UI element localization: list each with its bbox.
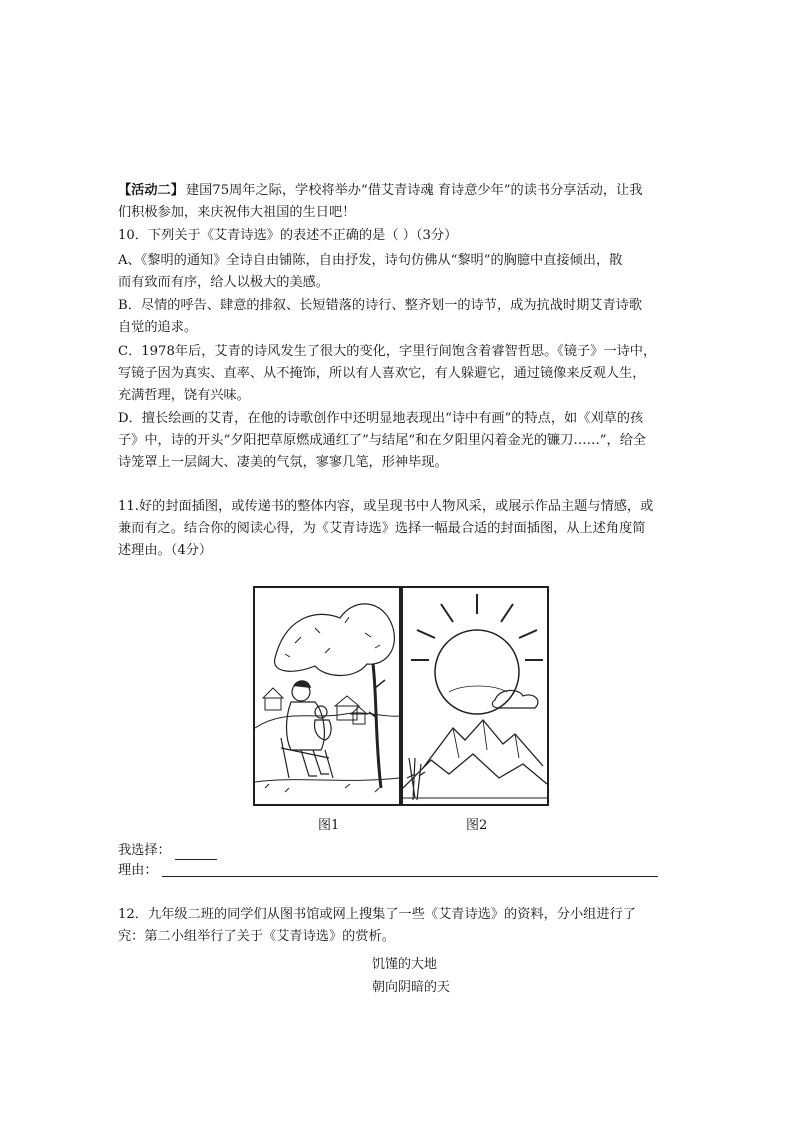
- q10-option-d-line-2: 子》中，诗的开头“夕阳把草原燃成通红了”与结尾“和在夕阳里闪着金光的镰刀……”，给全: [118, 433, 647, 448]
- figure-1-illustration: [253, 586, 401, 806]
- choose-label: 我选择：: [118, 843, 171, 858]
- q10-option-d-line-1: D．擅长绘画的艾青，在他的诗歌创作中还明显地表现出“诗中有画”的特点，如《刈草的孩: [118, 411, 644, 426]
- q10-option-a-line-2: 而有致而有序，给人以极大的美感。: [118, 275, 329, 290]
- figure-2-drawing: [403, 588, 547, 804]
- q12-stem-line-2: 究：第二小组举行了关于《艾青诗选》的赏析。: [118, 929, 395, 944]
- figure-1-drawing: [255, 588, 399, 804]
- q12-stem-line-1: 12．九年级二班的同学们从图书馆或网上搜集了一些《艾青诗选》的资料，分小组进行了: [118, 907, 636, 922]
- q10-option-c-line-1: C．1978年后，艾青的诗风发生了很大的变化，字里行间饱含着睿智哲思。《镜子》一诗中，: [118, 344, 657, 359]
- figure-2-illustration: [401, 586, 549, 806]
- q10-option-d-line-3: 诗笼罩上一层阔大、凄美的气氛，寥寥几笔，形神毕现。: [118, 455, 448, 470]
- choose-answer-blank[interactable]: [175, 845, 217, 860]
- activity-intro-line-2: 们积极参加，来庆祝伟大祖国的生日吧！: [118, 205, 356, 220]
- cover-illustrations: [253, 586, 549, 810]
- q11-stem-line-1: 11.好的封面插图，或传递书的整体内容，或呈现书中人物风采，或展示作品主题与情感，或: [118, 499, 654, 514]
- activity-intro-line-1: [118, 182, 684, 200]
- activity-tag: 【活动二】: [118, 183, 184, 198]
- reason-answer-blank[interactable]: [162, 876, 658, 877]
- q10-option-c-line-2: 写镜子因为真实、直率、从不掩饰，所以有人喜欢它，有人躲避它，通过镜像来反观人生，: [118, 366, 646, 381]
- q10-option-c-line-3: 充满哲理，饶有兴味。: [118, 388, 250, 403]
- q10-stem: 10．下列关于《艾青诗选》的表述不正确的是（ ）（3分）: [118, 228, 458, 243]
- poem-line-1: 饥馑的大地: [372, 957, 438, 972]
- reason-label: 理由：: [118, 863, 158, 878]
- poem-line-2: 朝向阴暗的天: [372, 980, 451, 995]
- choose-row: [118, 842, 684, 860]
- activity-intro-text: 建国75周年之际，学校将举办“借艾青诗魂 育诗意少年”的读书分享活动，让我: [185, 183, 643, 198]
- figure-2-caption: 图2: [466, 818, 488, 833]
- q11-stem-line-3: 述理由。（4分）: [118, 543, 213, 558]
- q10-option-a-line-1: A、《黎明的通知》全诗自由铺陈，自由抒发，诗句仿佛从“黎明”的胸臆中直接倾出，散: [118, 253, 623, 268]
- figure-1-caption: 图1: [318, 818, 340, 833]
- q10-option-b-line-2: 自觉的追求。: [118, 320, 198, 335]
- q11-stem-line-2: 兼而有之。结合你的阅读心得，为《艾青诗选》选择一幅最合适的封面插图，从上述角度简: [118, 521, 646, 536]
- q10-option-b-line-1: B．尽情的呼告、肆意的排叙、长短错落的诗行、整齐划一的诗节，成为抗战时期艾青诗歌: [118, 298, 642, 313]
